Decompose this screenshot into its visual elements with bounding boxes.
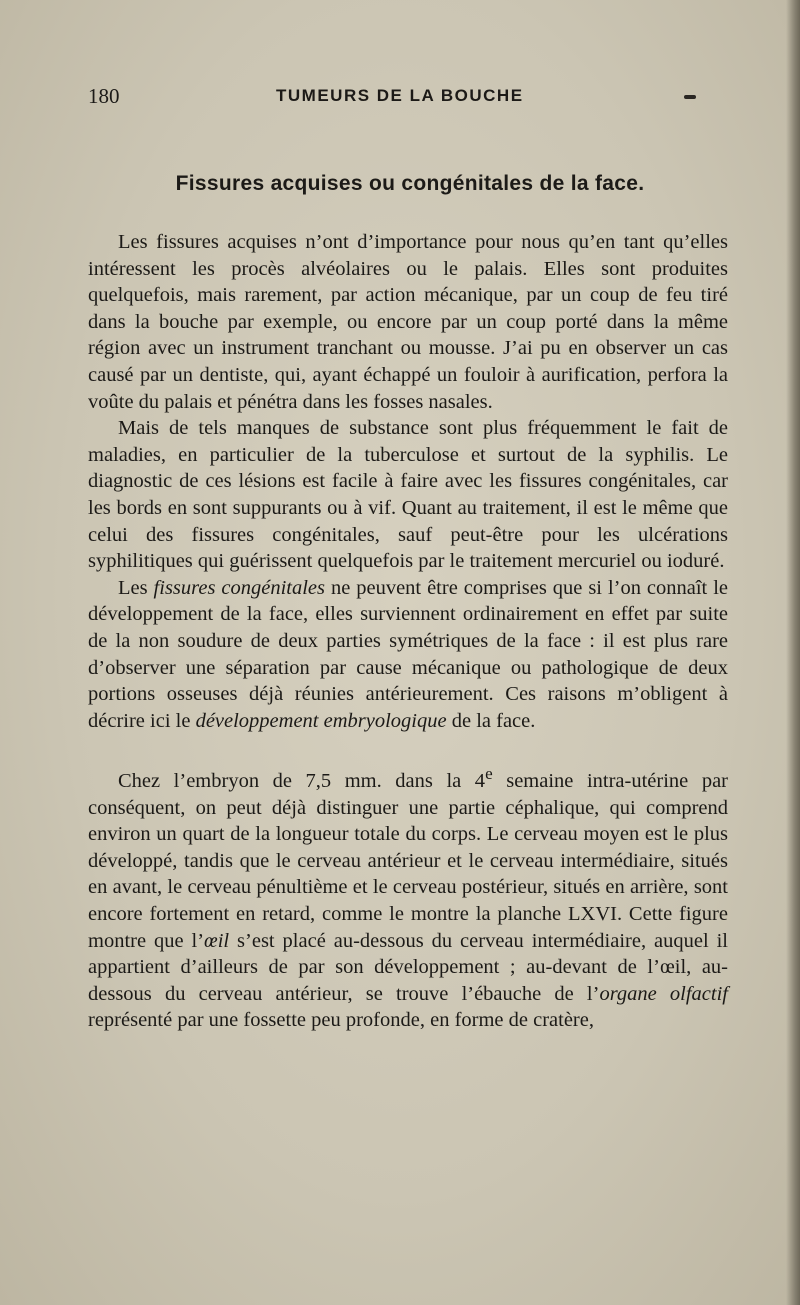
ink-mark [684, 95, 696, 99]
text-run: s’est placé au-dessous du cerveau intermédiaire, auquel il appartient d’ailleurs de par son développement ; au-devant de l’œil, au-dessous du cerveau antérieur, se trouve l’ébauche de l’ [88, 929, 728, 1005]
italic-term: fissures congénitales [153, 576, 325, 599]
page-number: 180 [88, 84, 120, 108]
paragraph-1: Les fissures acquises n’ont d’importance pour nous qu’en tant qu’elles intéressent les procès alvéolaires ou le palais. Elles sont produites quelquefois, mais rarement, par action mécanique, par un coup de feu tiré dans la bouche par exemple, ou encore par un coup porté dans la même région avec un instrument tranchant ou mousse. J’ai pu en observer un cas causé par un dentiste, qui, ayant échappé un fouloir à aurification, perfora la voûte du palais et pénétra dans les fosses nasales. [88, 231, 728, 413]
paragraph-2: Mais de tels manques de substance sont plus fréquemment le fait de maladies, en particulier de la tuberculose et surtout de la syphilis. Le diagnostic de ces lésions est facile à faire avec les fissures congénitales, car les bords en sont suppurants ou à vif. Quant au traitement, il est le même que celui des fissures congénitales, sauf peut-être pour les ulcérations syphilitiques qui guérissent quelquefois par le traitement mercuriel ou ioduré. [88, 417, 728, 573]
text-run: Les [118, 576, 154, 599]
italic-term: développement embryologique [195, 709, 447, 732]
section-title: Fissures acquises ou congénitales de la face. [175, 172, 645, 195]
text-run: ne peuvent être comprises que si l’on connaît le développement de la face, elles surviennent ordinairement en effet par suite de la non soudure de deux parties symétriques de la face : il est plus rare d’observer une séparation par cause mécanique ou pathologique de deux portions osseuses déjà réunies antérieurement. Ces raisons m’obligent à décrire ici le [88, 576, 728, 732]
paragraph-4 [88, 761, 728, 1034]
superscript: e [485, 764, 493, 784]
text-run: de la face. [446, 709, 536, 732]
text-run: semaine intra-utérine par conséquent, on peut déjà distinguer une partie céphalique, qui comprend environ un quart de la longueur totale du corps. Le cerveau moyen est le plus développé, tandis que le cerveau antérieur et le cerveau intermédiaire, situés en avant, le cerveau pénultième et le cerveau postérieur, situés en arrière, sont encore fortement en retard, comme le montre la planche LXVI. Cette figure montre que l’ [88, 770, 728, 952]
text-run: Chez l’embryon de 7,5 mm. dans la 4 [118, 770, 486, 793]
italic-term: organe olfactif [599, 982, 728, 1005]
running-title: TUMEURS DE LA BOUCHE [276, 86, 524, 105]
paragraph-3 [88, 575, 728, 735]
running-head [88, 84, 708, 110]
text-run: représenté par une fossette peu profonde, en forme de cratère, [88, 1009, 594, 1032]
italic-term: œil [204, 929, 230, 952]
body-text [88, 229, 728, 1034]
